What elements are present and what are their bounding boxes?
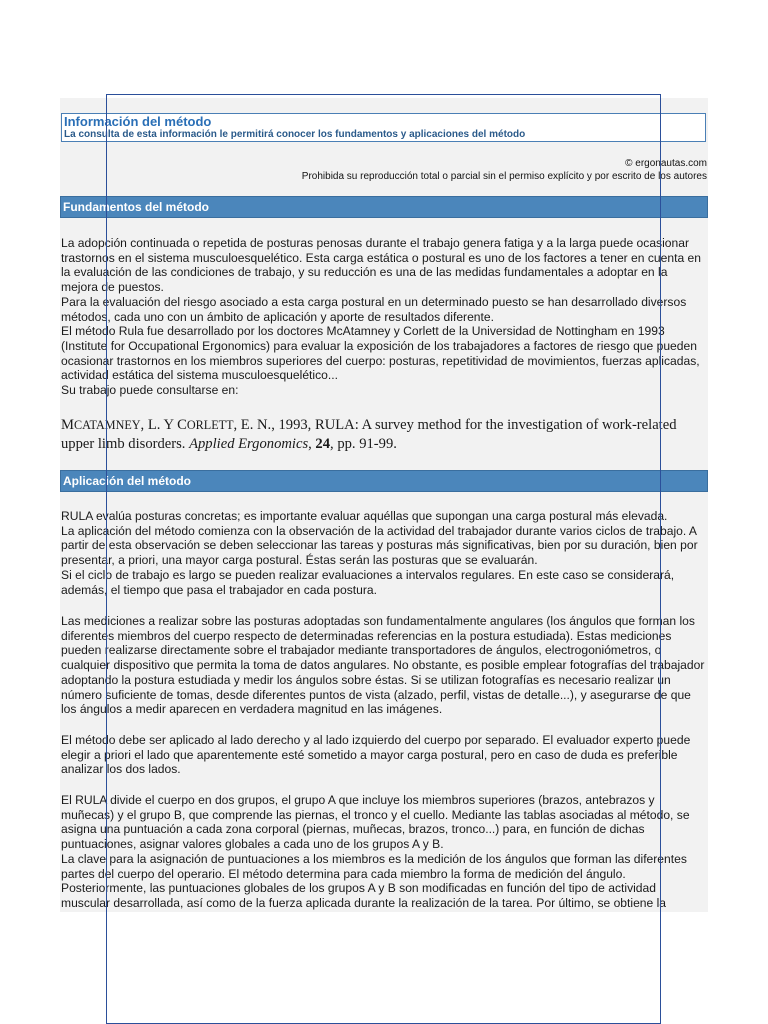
reproduction-notice: Prohibida su reproducción total o parcial sin el permiso explícito y por escrito de los autores — [301, 171, 707, 182]
page-title: Información del método — [64, 114, 212, 129]
paragraph: La aplicación del método comienza con la observación de la actividad del trabajador durante varios ciclos de trabajo. A partir de esta observación se deben seleccionar las tareas y posturas más significativas, bien por su duración, bien por presentar, a priori, una mayor carga postural. Éstas serán las posturas que se evaluarán. — [61, 523, 698, 568]
paragraph: Su trabajo puede consultarse en: — [61, 383, 239, 398]
paragraph: RULA evalúa posturas concretas; es importante evaluar aquéllas que supongan una carga postural más elevada. — [61, 509, 668, 523]
info-header — [61, 113, 706, 142]
aplicacion-block-4 — [61, 793, 707, 911]
copyright-line: © ergonautas.com — [625, 158, 707, 169]
section-header-aplicacion — [60, 470, 708, 492]
journal-volume: 24 — [315, 436, 331, 452]
journal-name: Applied Ergonomics — [189, 436, 309, 452]
paragraph: El RULA divide el cuerpo en dos grupos, el grupo A que incluye los miembros superiores (brazos, antebrazos y muñecas) y el grupo B, que comprende las piernas, el tronco y el cuello. Mediante las tablas asociadas al método, se asigna una puntuación a cada zona corporal (piernas, muñecas, brazos, tronco...) para, en función de dichas puntuaciones, asignar valores globales a cada uno de los grupos A y B. — [61, 793, 690, 852]
aplicacion-block-1 — [61, 509, 707, 597]
aplicacion-block-2 — [61, 614, 707, 717]
copyright-notice — [302, 157, 707, 183]
reference-pages: , pp. 91-99. — [330, 436, 397, 452]
paragraph: El método Rula fue desarrollado por los doctores McAtamney y Corlett de la Universidad de Nottingham en 1993 (Institute for Occupational Ergonomics) para evaluar la exposición de los trabajadores a factores de riesgo que pueden ocasionar trastornos en los miembros superiores del cuerpo: posturas, repetitividad de movimientos, fuerzas aplicadas, actividad estática del sistema musculoesquelético... — [61, 324, 700, 383]
reference-text: , L. Y — [140, 417, 178, 433]
paragraph: La adopción continuada o repetida de posturas penosas durante el trabajo genera fatiga y a la larga puede ocasionar trastornos en el sistema musculoesquelético. Esta carga estática o postural es uno de los factores a tener en cuenta en la evaluación de las condiciones de trabajo, y su reducción es una de las medidas fundamentales a adoptar en la mejora de puestos. — [61, 236, 701, 295]
reference-text: , — [308, 436, 316, 452]
author-initial: M — [61, 417, 74, 433]
author-surname: ORLETT — [186, 418, 234, 432]
bibliographic-reference — [61, 416, 707, 454]
paragraph: Las mediciones a realizar sobre las posturas adoptadas son fundamentalmente angulares (los ángulos que forman los diferentes miembros del cuerpo respecto de determinadas referencias en la postura estudiada). Estas mediciones pueden realizarse directamente sobre el trabajador mediante transportadores de ángulos, electrogoniómetros, o cualquier dispositivo que permita la toma de datos angulares. No obstante, es posible emplear fotografías del trabajador adoptando la postura estudiada y medir los ángulos sobre éstas. Si se utilizan fotografías es necesario realizar un número suficiente de tomas, desde diferentes puntos de vista (alzado, perfil, vistas de detalle...), y asegurarse de que los ángulos a medir aparecen en verdadera magnitud en las imágenes. — [61, 614, 705, 717]
paragraph: La clave para la asignación de puntuaciones a los miembros es la medición de los ángulos que forman las diferentes partes del cuerpo del operario. El método determina para cada miembro la forma de medición del ángulo. Posteriormente, las puntuaciones globales de los grupos A y B son modificadas en función del tipo de actividad muscular desarrollada, así como de la fuerza aplicada durante la realización de la tarea. Por último, se obtiene la — [61, 851, 687, 910]
author-initial: C — [177, 417, 187, 433]
document-page — [60, 98, 708, 912]
fundamentos-text — [61, 236, 707, 398]
paragraph: Si el ciclo de trabajo es largo se pueden realizar evaluaciones a intervalos regulares. En este caso se considerará, además, el tiempo que pasa el trabajador en cada postura. — [61, 567, 675, 597]
page-subtitle: La consulta de esta información le permitirá conocer los fundamentos y aplicaciones del método — [64, 129, 526, 140]
reference-text: , E. N., 1993, RULA: A survey method for the investigation of work-related upper limb disorders. — [61, 417, 677, 452]
section-title: Aplicación del método — [63, 474, 192, 488]
author-surname: CATAMNEY — [73, 418, 141, 432]
aplicacion-block-3 — [61, 733, 707, 777]
paragraph: El método debe ser aplicado al lado derecho y al lado izquierdo del cuerpo por separado. El evaluador experto puede elegir a priori el lado que aparentemente esté sometido a mayor carga postural, pero en caso de duda es preferible analizar los dos lados. — [61, 733, 691, 777]
section-title: Fundamentos del método — [63, 200, 210, 214]
section-header-fundamentos — [60, 196, 708, 218]
paragraph: Para la evaluación del riesgo asociado a esta carga postural en un determinado puesto se han desarrollado diversos métodos, cada uno con un ámbito de aplicación y aporte de resultados diferente. — [61, 294, 687, 324]
